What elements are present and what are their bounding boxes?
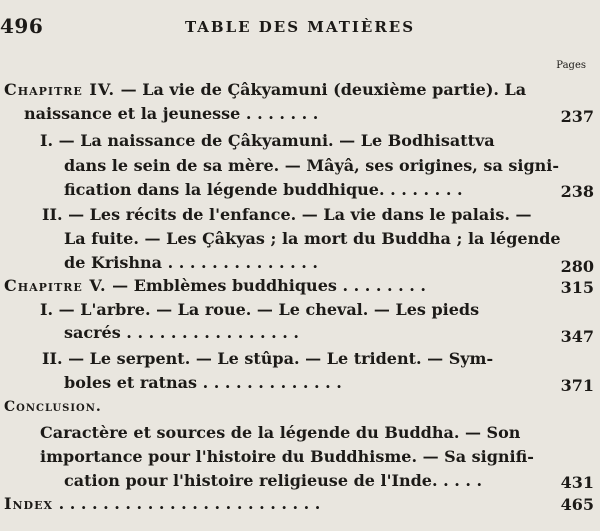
chapter-4-section-1-line-3: fication dans la légende buddhique. . . . . . . .	[64, 180, 463, 199]
chapter-4-heading: Chapitre IV.	[4, 80, 116, 99]
chapter-5-section-1-line-2: sacrés . . . . . . . . . . . . . . . .	[64, 323, 299, 342]
conclusion-page: 431	[560, 473, 594, 492]
page-number: 496	[0, 14, 44, 38]
chapter-4-entry	[4, 80, 526, 100]
chapter-5-title-line-1: — Emblèmes buddhiques . . . . . . . .	[106, 276, 426, 295]
page-title: TABLE DES MATIÈRES	[184, 18, 416, 36]
chapter-5-section-2-line-1: II. — Le serpent. — Le stûpa. — Le trident. — Sym-	[42, 349, 494, 368]
chapter-5-section-1-line-1: I. — L'arbre. — La roue. — Le cheval. — Les pieds	[40, 300, 480, 319]
chapter-4-section-2-page: 280	[560, 257, 594, 276]
chapter-4-page: 237	[560, 107, 594, 126]
chapter-5-page: 315	[560, 278, 594, 297]
chapter-4-section-1-line-2: dans le sein de sa mère. — Mâyâ, ses origines, sa signi-	[64, 156, 559, 175]
chapter-4-section-2-line-2: La fuite. — Les Çâkyas ; la mort du Buddha ; la légende	[64, 229, 561, 248]
index-leader: . . . . . . . . . . . . . . . . . . . . . . . .	[53, 494, 321, 513]
conclusion-line-3: cation pour l'histoire religieuse de l'Inde. . . . .	[64, 471, 483, 490]
conclusion-line-2: importance pour l'histoire du Buddhisme. — Sa signifi-	[40, 447, 534, 466]
index-heading: Index	[4, 494, 53, 513]
chapter-4-section-2-line-3: de Krishna . . . . . . . . . . . . . .	[64, 253, 318, 272]
chapter-4-section-2-line-1: II. — Les récits de l'enfance. — La vie dans le palais. —	[42, 205, 532, 224]
pages-column-label: Pages	[556, 60, 586, 71]
chapter-5-section-1-page: 347	[560, 327, 594, 346]
chapter-4-section-1-page: 238	[560, 182, 594, 201]
index-entry	[4, 494, 320, 514]
chapter-4-title-line-1: — La vie de Çâkyamuni (deuxième partie). La	[115, 80, 527, 99]
chapter-5-section-2-line-2: boles et ratnas . . . . . . . . . . . . .	[64, 373, 342, 392]
conclusion-heading: Conclusion.	[4, 399, 102, 415]
chapter-4-title-line-2: naissance et la jeunesse . . . . . . .	[24, 104, 319, 123]
chapter-4-section-1-line-1: I. — La naissance de Çâkyamuni. — Le Bodhisattva	[40, 131, 495, 150]
chapter-5-entry	[4, 276, 426, 296]
chapter-5-section-2-page: 371	[560, 376, 594, 395]
index-page: 465	[560, 495, 594, 514]
chapter-5-heading: Chapitre V.	[4, 276, 107, 295]
conclusion-line-1: Caractère et sources de la légende du Buddha. — Son	[40, 423, 521, 442]
